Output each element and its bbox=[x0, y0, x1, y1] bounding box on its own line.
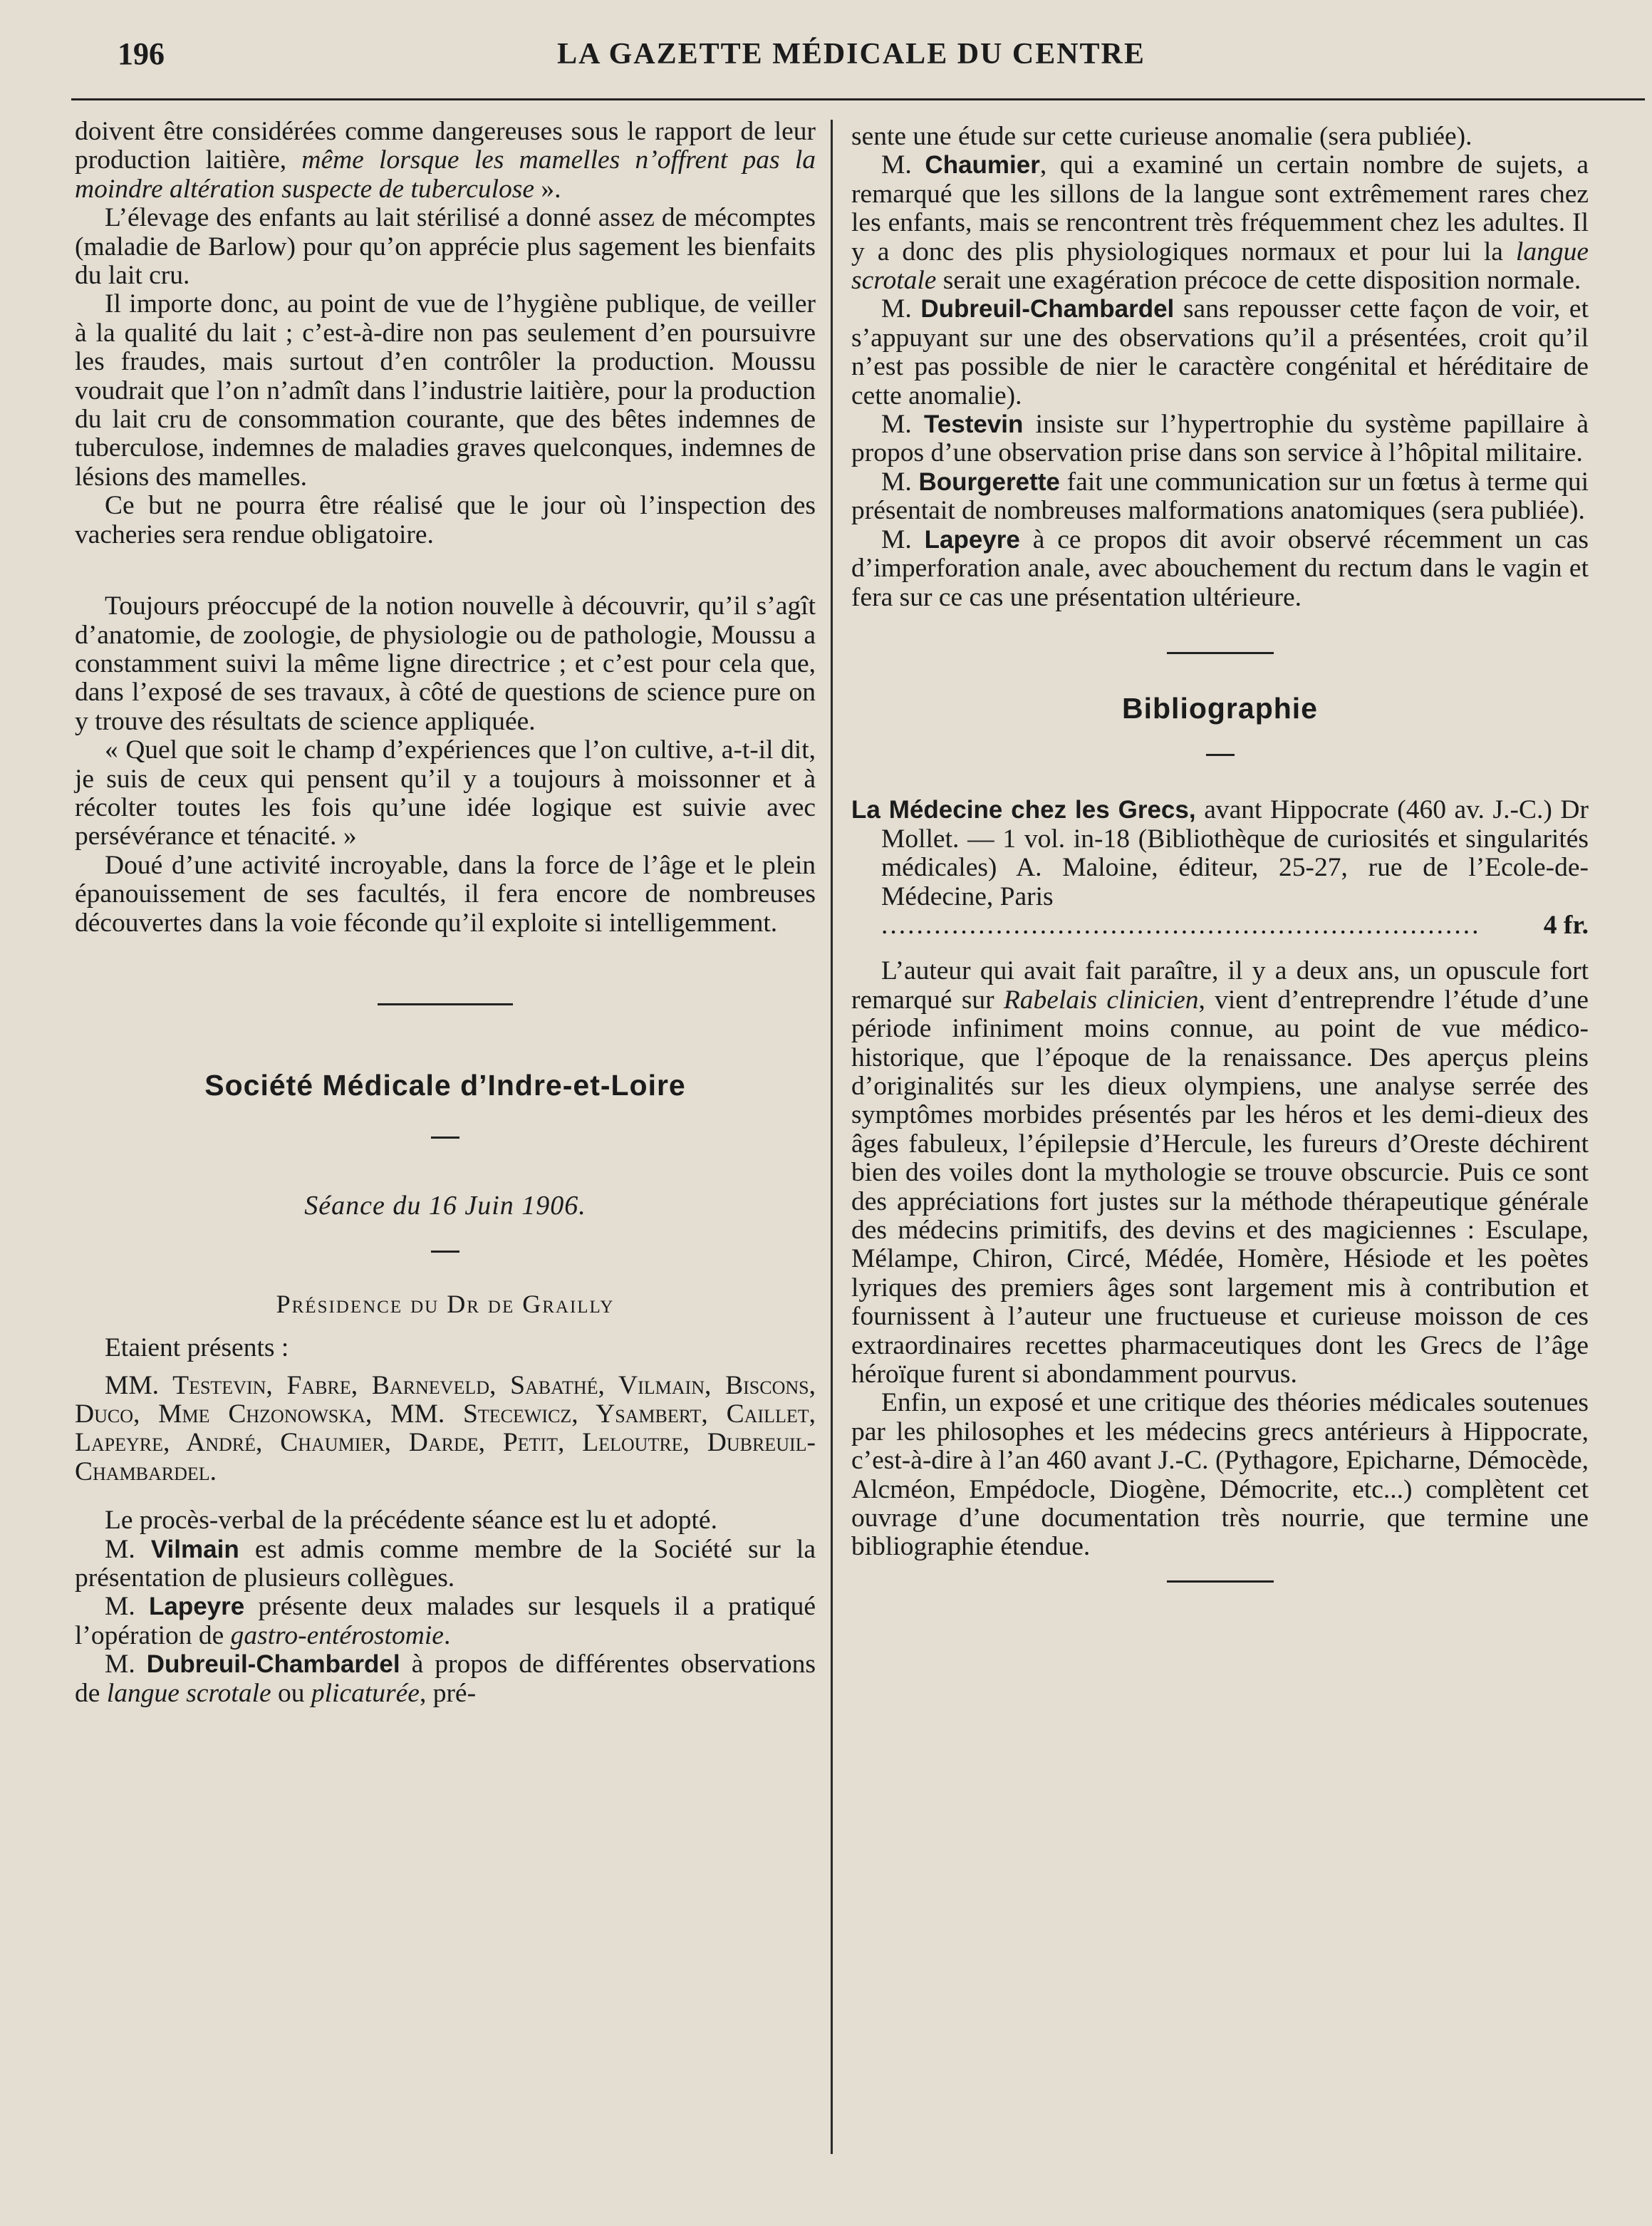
proces-verbal: Le procès-verbal de la précédente séance est lu et adopté. bbox=[105, 1506, 717, 1536]
end-rule bbox=[1167, 1580, 1274, 1583]
paragraph-continuation: doivent être considérées comme dangereuses sous le rapport de leur production laitière, même lorsque les mamelles n’offrent pas la moindre altération suspecte de tuberculose ». bbox=[75, 117, 816, 204]
review-paragraph-2: Enfin, un exposé et une critique des théories médicales soutenues par les philosophes et les médecins grecs antérieurs à Hippocrate, c’est-à-dire à l’an 460 avant J.-C. (Pythagore, Epicharne, Démocède, Alcméon, Empédocle, Diogène, Démocrite, etc...) complètent cet ouvrage d’une documentation très nourrie, que termine une bibliographie étendue. bbox=[851, 1388, 1589, 1562]
paragraph-hygiene: Il importe donc, au point de vue de l’hygiène publique, de veiller à la qualité du lait ; c’est-à-dire non pas seulement d’en poursuivre les fraudes, mais surtout d’en contrôler la production. Moussu voudrait que l’on n’admît dans l’industrie laitière, pour la production du lait cru de consommation courante, que des bêtes indemnes de tuberculose, indemnes de maladies graves quelconques, indemnes de lésions des mamelles. bbox=[75, 289, 816, 492]
section-rule bbox=[378, 1003, 513, 1005]
section-dash bbox=[431, 1137, 459, 1139]
entry-lapeyre-right: M. Lapeyre à ce propos dit avoir observé récemment un cas d’imperforation anale, avec abouchement du rectum dans le vagin et fera sur ce cas une présentation ultérieure. bbox=[851, 524, 1589, 612]
paragraph-barlow: L’élevage des enfants au lait stérilisé a donné assez de mécomptes (maladie de Barlow) pour qu’on apprécie plus sagement les bienfaits du lait cru. bbox=[75, 203, 816, 291]
paragraph-conclusion: Doué d’une activité incroyable, dans la force de l’âge et le plein épanouissement de ses facultés, il fera encore de nombreuses découvertes dans la voie féconde qu’il exploite si intelligemment. bbox=[75, 850, 816, 938]
left-column bbox=[75, 118, 816, 1708]
entry-dubreuil-right: M. Dubreuil-Chambardel sans repousser cette façon de voir, et s’appuyant sur une des observations qu’il a présentées, croit qu’il n’est pas possible de nier le caractère congénital et héréditaire de cette anomalie). bbox=[851, 294, 1589, 410]
seance-dash bbox=[431, 1251, 459, 1253]
book-reference: La Médecine chez les Grecs, avant Hippocrate (460 av. J.-C.) Dr Mollet. — 1 vol. in-18 (Bibliothèque de curiosités et singularités médicales) A. Maloine, éditeur, 25-27, rue de l’Ecole-de-Médecine, Paris bbox=[851, 795, 1589, 911]
review-paragraph-1: L’auteur qui avait fait paraître, il y a deux ans, un opuscule fort remarqué sur Rabelais clinicien, vient d’entreprendre l’étude d’une période infiniment moins connue, au point de vue médico-historique, que l’époque de la renaissance. Des aperçus pleins d’originalités sur les dieux olympiens, une analyse serrée des symptômes morbides présentés par les héros et les demi-dieux des âges fabuleux, l’épilepsie d’Hercule, les fureurs d’Oreste déchirent bien des voiles dont la mythologie se trouve obscurcie. Puis ce sont des appréciations fort justes sur la méthode thérapeutique générale des médecins primitifs, des devins et des magiciennes : Esculape, Mélampe, Chiron, Circé, Médée, Homère, Hésiode et les poètes lyriques des premiers âges sont largement mis à contribution et fournissent à l’auteur une fructueuse et curieuse moisson de ces extraordinaires recettes pharmaceutiques dont les Grecs de l’âge héroïque furent si abondamment pourvus. bbox=[851, 956, 1589, 1389]
presidence: Présidence du Dr de Grailly bbox=[276, 1289, 615, 1318]
right-column bbox=[851, 123, 1589, 1583]
header-rule bbox=[71, 98, 1645, 100]
leader-dots: .................................................................... bbox=[881, 911, 1481, 940]
book-price: 4 fr. bbox=[1543, 910, 1589, 940]
presents-label: Etaient présents : bbox=[105, 1333, 289, 1363]
biblio-title: Bibliographie bbox=[1122, 691, 1318, 725]
entry-chaumier: M. Chaumier, qui a examiné un certain nombre de sujets, a remarqué que les sillons de la langue sont extrêmement rares chez les enfants, mais se rencontrent très fréquemment chez les adultes. Il y a donc des plis physiologiques normaux et pour lui la langue scrotale serait une exagération précoce de cette disposition normale. bbox=[851, 150, 1589, 296]
biblio-rule bbox=[1167, 652, 1274, 654]
paragraph-inspection: Ce but ne pourra être réalisé que le jour où l’inspection des vacheries sera rendue obligatoire. bbox=[75, 491, 816, 549]
members-list: MM. Testevin, Fabre, Barneveld, Sabathé, Vilmain, Biscons, Duco, Mme Chzonowska, MM. Stecewicz, Ysambert, Caillet, Lapeyre, André, Chaumier, Darde, Petit, Leloutre, Dubreuil-Chambardel. bbox=[75, 1370, 816, 1486]
page-header bbox=[114, 36, 1589, 78]
seance-date: Séance du 16 Juin 1906. bbox=[304, 1191, 586, 1221]
biblio-dash bbox=[1206, 754, 1235, 756]
paragraph-moussu: Toujours préoccupé de la notion nouvelle à découvrir, qu’il s’agît d’anatomie, de zoologie, de physiologie ou de pathologie, Moussu a constamment suivi la même ligne directrice ; et c’est pour cela que, dans l’exposé de ses travaux, à côté de questions de science pure on y trouve des résultats de science appliquée. bbox=[75, 591, 816, 736]
entry-bourgerette: M. Bourgerette fait une communication sur un fœtus à terme qui présentait de nombreuses malformations anatomiques (sera publiée). bbox=[851, 467, 1589, 526]
entry-dubreuil: M. Dubreuil-Chambardel à propos de différentes observations de langue scrotale ou plicaturée, pré- bbox=[75, 1650, 816, 1708]
section-title: Société Médicale d’Indre-et-Loire bbox=[204, 1068, 686, 1102]
book-price-line bbox=[851, 911, 1589, 940]
entry-lapeyre: M. Lapeyre présente deux malades sur lesquels il a pratiqué l’opération de gastro-entérostomie. bbox=[75, 1592, 816, 1650]
paragraph-quote: « Quel que soit le champ d’expériences que l’on cultive, a-t-il dit, je suis de ceux qui pensent qu’il y a toujours à moissonner et à récolter toutes les fois qu’une idée logique est suivie avec persévérance et ténacité. » bbox=[75, 735, 816, 851]
paragraph-continuation-right: sente une étude sur cette curieuse anomalie (sera publiée). bbox=[851, 122, 1472, 151]
entry-vilmain: M. Vilmain est admis comme membre de la Société sur la présentation de plusieurs collègues. bbox=[75, 1534, 816, 1593]
running-title: LA GAZETTE MÉDICALE DU CENTRE bbox=[557, 38, 1146, 71]
column-divider bbox=[831, 120, 833, 2154]
entry-testevin: M. Testevin insiste sur l’hypertrophie du système papillaire à propos d’une observation prise dans son service à l’hôpital militaire. bbox=[851, 410, 1589, 468]
page-number: 196 bbox=[118, 36, 165, 71]
